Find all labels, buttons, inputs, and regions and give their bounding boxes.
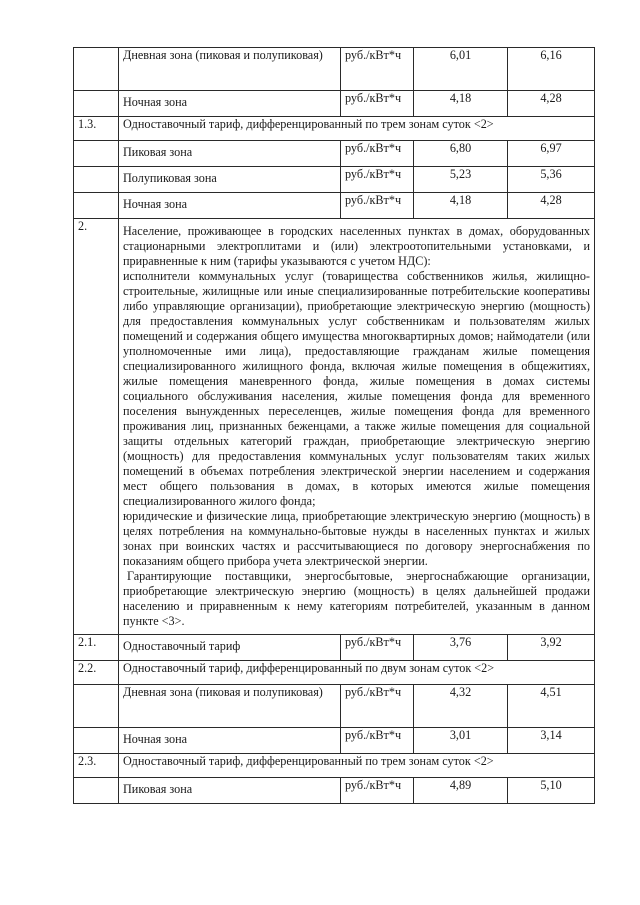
- zone-name-cell: Пиковая зона: [119, 141, 341, 167]
- value-cell-period-1: 3,76: [414, 635, 508, 661]
- value-cell-period-2: 4,28: [508, 91, 595, 117]
- value-cell-period-1: 5,23: [414, 167, 508, 193]
- value-cell-period-1: 6,01: [414, 48, 508, 91]
- table-row: [74, 728, 595, 754]
- section-title: Одноставочный тариф, дифференцированный по трем зонам суток <2>: [119, 117, 595, 141]
- table-row: [74, 635, 595, 661]
- section-title: Одноставочный тариф, дифференцированный по двум зонам суток <2>: [119, 661, 595, 685]
- tariff-name-cell: Одноставочный тариф: [119, 635, 341, 661]
- table-row: [74, 91, 595, 117]
- section-row: [74, 754, 595, 778]
- zone-name-cell: Дневная зона (пиковая и полупиковая): [119, 685, 341, 728]
- zone-name-cell: Ночная зона: [119, 728, 341, 754]
- section-title: Одноставочный тариф, дифференцированный по трем зонам суток <2>: [119, 754, 595, 778]
- section-row: [74, 117, 595, 141]
- section-row: [74, 661, 595, 685]
- table-row: [74, 167, 595, 193]
- row-number-cell: [74, 728, 119, 754]
- row-number-cell: 2.1.: [74, 635, 119, 661]
- row-number-cell: [74, 193, 119, 219]
- table-row: [74, 193, 595, 219]
- value-cell-period-2: 5,10: [508, 778, 595, 804]
- table-row: [74, 141, 595, 167]
- value-cell-period-2: 6,97: [508, 141, 595, 167]
- row-number-cell: 1.3.: [74, 117, 119, 141]
- row-number-cell: 2.2.: [74, 661, 119, 685]
- section-row: [74, 219, 595, 635]
- zone-name-cell: Полупиковая зона: [119, 167, 341, 193]
- row-number-cell: 2.: [74, 219, 119, 635]
- zone-name-cell: Дневная зона (пиковая и полупиковая): [119, 48, 341, 91]
- value-cell-period-2: 5,36: [508, 167, 595, 193]
- table-row: [74, 778, 595, 804]
- row-number-cell: [74, 141, 119, 167]
- unit-cell: руб./кВт*ч: [341, 778, 414, 804]
- unit-cell: руб./кВт*ч: [341, 728, 414, 754]
- zone-name-cell: Ночная зона: [119, 91, 341, 117]
- table-row: [74, 685, 595, 728]
- value-cell-period-2: 4,51: [508, 685, 595, 728]
- unit-cell: руб./кВт*ч: [341, 167, 414, 193]
- unit-cell: руб./кВт*ч: [341, 91, 414, 117]
- description-paragraph: Население, проживающее в городских населенных пунктах в домах, оборудованных стационарными электроплитами и (или) электроотопительными установками, и приравненные к ним (тарифы указываются с учетом НДС):: [123, 224, 590, 268]
- value-cell-period-1: 6,80: [414, 141, 508, 167]
- row-number-cell: [74, 91, 119, 117]
- unit-cell: руб./кВт*ч: [341, 193, 414, 219]
- value-cell-period-2: 4,28: [508, 193, 595, 219]
- zone-name-cell: Ночная зона: [119, 193, 341, 219]
- value-cell-period-1: 4,18: [414, 193, 508, 219]
- row-number-cell: [74, 48, 119, 91]
- unit-cell: руб./кВт*ч: [341, 685, 414, 728]
- value-cell-period-1: 4,18: [414, 91, 508, 117]
- table-row: [74, 48, 595, 91]
- description-paragraph: Гарантирующие поставщики, энергосбытовые, энергоснабжающие организации, приобретающие электрическую энергию (мощность) в целях дальнейшей продажи населению и приравненным к нему категориям потребителей, указанным в данном пункте <3>.: [123, 569, 590, 628]
- unit-cell: руб./кВт*ч: [341, 48, 414, 91]
- row-number-cell: [74, 778, 119, 804]
- value-cell-period-1: 4,89: [414, 778, 508, 804]
- value-cell-period-1: 4,32: [414, 685, 508, 728]
- unit-cell: руб./кВт*ч: [341, 141, 414, 167]
- value-cell-period-2: 3,14: [508, 728, 595, 754]
- tariff-table: [73, 47, 595, 804]
- value-cell-period-2: 3,92: [508, 635, 595, 661]
- value-cell-period-1: 3,01: [414, 728, 508, 754]
- row-number-cell: [74, 685, 119, 728]
- description-paragraph: исполнители коммунальных услуг (товарищества собственников жилья, жилищно-строительные, жилищные или иные специализированные потребительские кооперативы либо управляющие организации), приобретающие электрическую энергию (мощность) для предоставления коммунальных услуг собственникам и пользователям жилых помещений и содержания общего имущества многоквартирных домов; наймодатели (или уполномоченные ими лица), предоставляющие гражданам жилые помещения специализированного жилищного фонда, включая жилые помещения в общежитиях, жилые помещения маневренного фонда, жилые помещения в домах системы социального обслуживания населения, жилые помещения фонда для временного поселения вынужденных переселенцев, жилые помещения фонда для временного проживания лиц, признанных беженцами, а также жилые помещения для социальной защиты отдельных категорий граждан, приобретающие электрическую энергию (мощность) для предоставления коммунальных услуг пользователям таких жилых помещений в объемах потребления электрической энергии населением и содержания мест общего пользования в домах, в которых имеются жилые помещения специализированного жилого фонда;: [123, 269, 590, 508]
- zone-name-cell: Пиковая зона: [119, 778, 341, 804]
- description-paragraph: юридические и физические лица, приобретающие электрическую энергию (мощность) в целях потребления на коммунально-бытовые нужды в населенных пунктах и жилых зонах при воинских частях и рассчитывающиеся по договору энергоснабжения по показаниям общего прибора учета электрической энергии.: [123, 509, 590, 568]
- value-cell-period-2: 6,16: [508, 48, 595, 91]
- unit-cell: руб./кВт*ч: [341, 635, 414, 661]
- section-description: [119, 219, 595, 635]
- row-number-cell: [74, 167, 119, 193]
- row-number-cell: 2.3.: [74, 754, 119, 778]
